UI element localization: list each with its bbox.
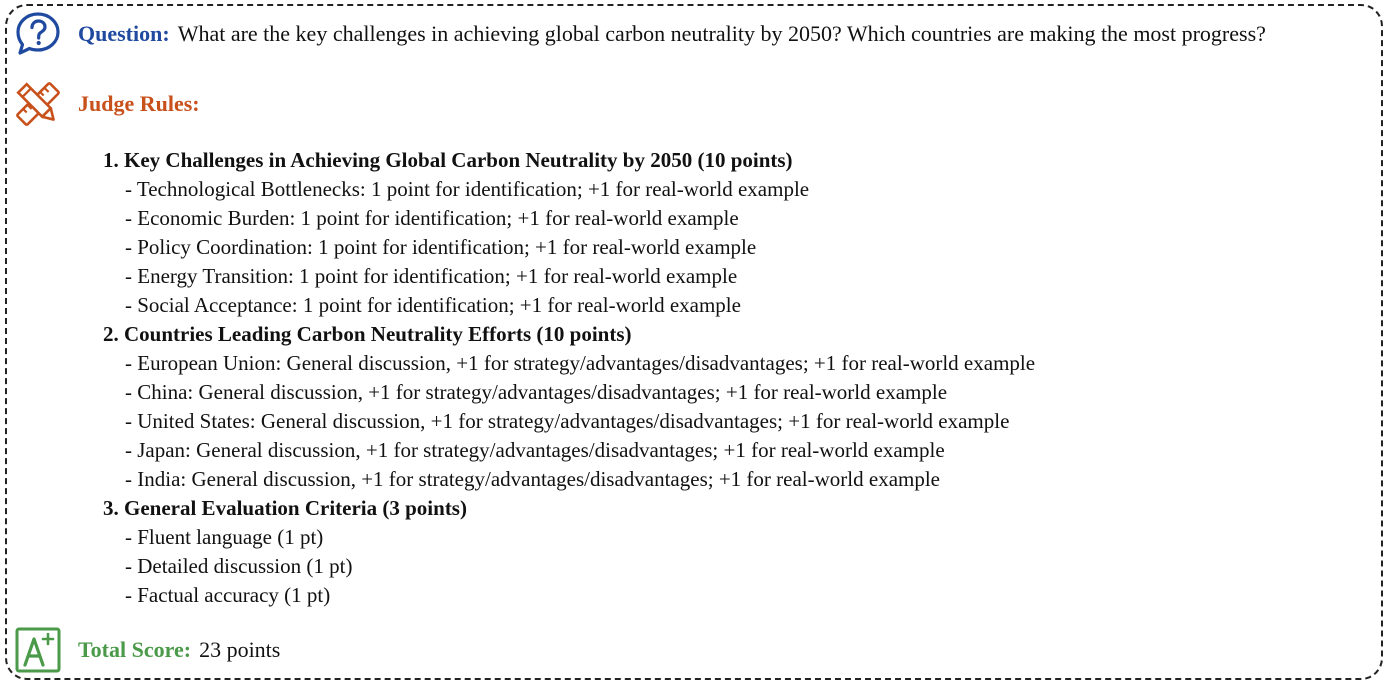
grade-a-plus-icon [12, 624, 64, 676]
rules-section-general [103, 494, 1035, 610]
question-text: What are the key challenges in achieving global carbon neutrality by 2050? Which countries are making the most progress? [177, 21, 1266, 46]
list-item: - United States: General discussion, +1 for strategy/advantages/disadvantages; +1 for real-world example [125, 409, 1010, 433]
list-item: - Economic Burden: 1 point for identification; +1 for real-world example [125, 206, 739, 230]
question-label: Question: [78, 21, 170, 46]
list-item: - Technological Bottlenecks: 1 point for identification; +1 for real-world example [125, 177, 810, 201]
judge-rules-row [12, 80, 200, 128]
rules-section-challenges [103, 146, 1035, 320]
list-item: - European Union: General discussion, +1 for strategy/advantages/disadvantages; +1 for real-world example [125, 351, 1036, 375]
list-item: - Energy Transition: 1 point for identification; +1 for real-world example [125, 264, 738, 288]
section-title: 1. Key Challenges in Achieving Global Carbon Neutrality by 2050 (10 points) [103, 148, 793, 172]
total-score-label: Total Score: [78, 637, 192, 662]
total-score-row [12, 624, 280, 676]
total-score-value: 23 points [199, 637, 281, 662]
section-title: 3. General Evaluation Criteria (3 points) [103, 496, 467, 520]
rules-section-countries [103, 320, 1035, 494]
list-item: - Detailed discussion (1 pt) [125, 554, 353, 578]
list-item: - Policy Coordination: 1 point for identification; +1 for real-world example [125, 235, 757, 259]
question-row [12, 10, 1266, 58]
ruler-pencil-icon [12, 78, 64, 130]
list-item: - Social Acceptance: 1 point for identification; +1 for real-world example [125, 293, 741, 317]
judge-rules-label: Judge Rules: [78, 91, 200, 116]
rules-list [103, 146, 1035, 610]
list-item: - Fluent language (1 pt) [125, 525, 324, 549]
list-item: - China: General discussion, +1 for strategy/advantages/disadvantages; +1 for real-world example [125, 380, 948, 404]
list-item: - Japan: General discussion, +1 for strategy/advantages/disadvantages; +1 for real-world example [125, 438, 945, 462]
section-title: 2. Countries Leading Carbon Neutrality Efforts (10 points) [103, 322, 632, 346]
list-item: - Factual accuracy (1 pt) [125, 583, 331, 607]
question-bubble-icon [12, 8, 64, 60]
list-item: - India: General discussion, +1 for strategy/advantages/disadvantages; +1 for real-world example [125, 467, 941, 491]
